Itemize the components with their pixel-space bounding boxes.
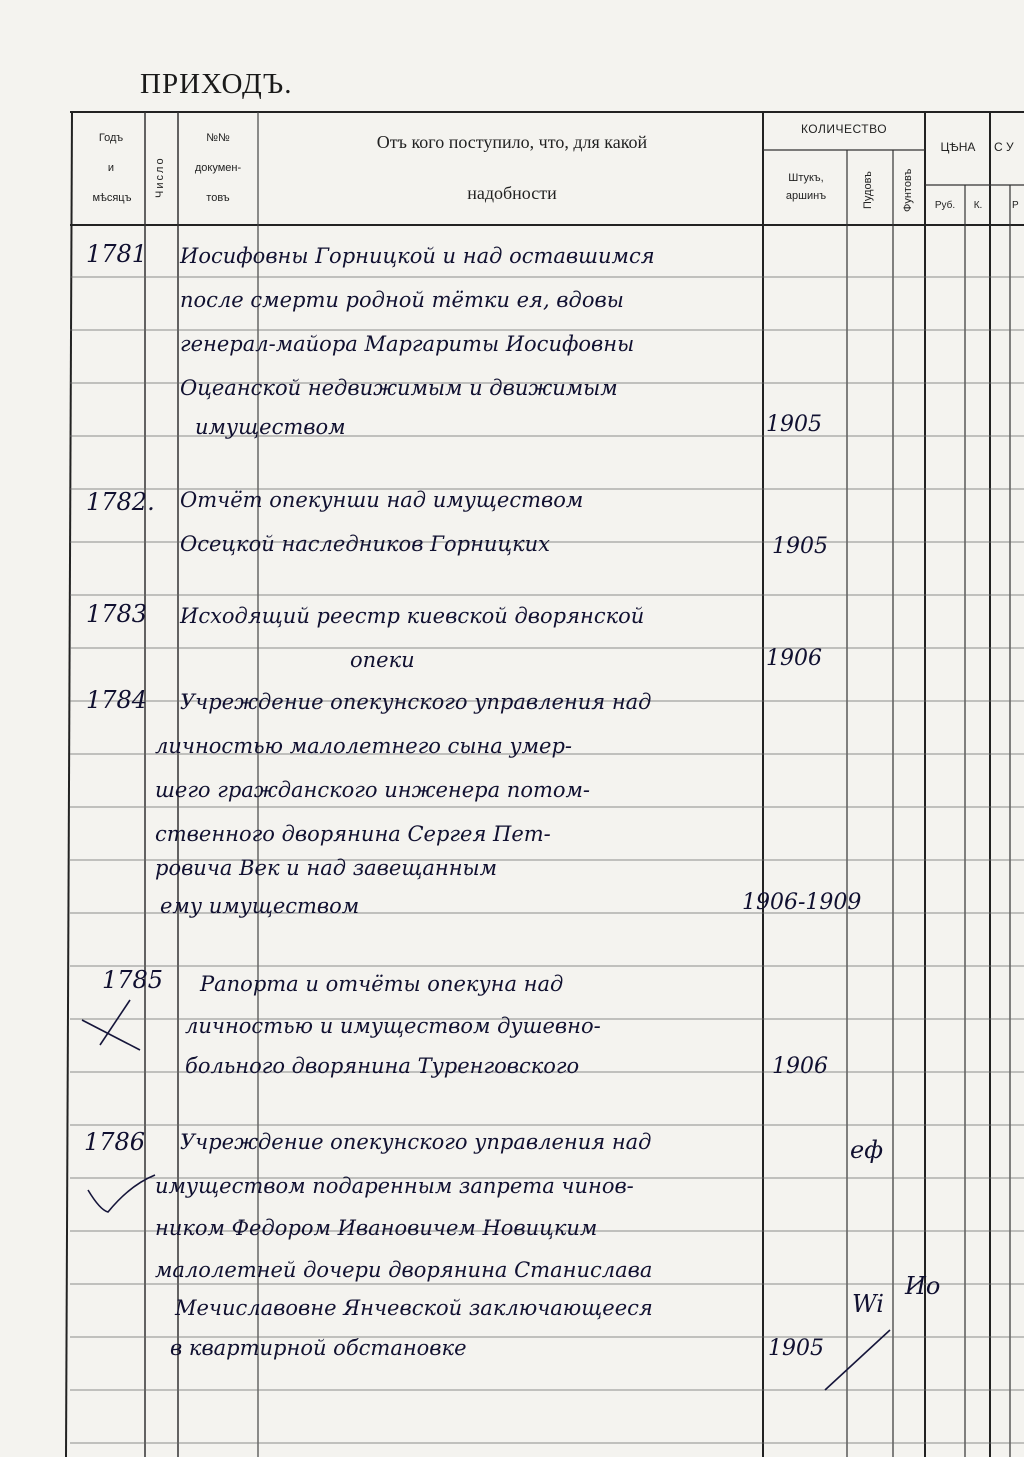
entry-line: Отчёт опекунши над имуществом	[180, 488, 584, 512]
entry-line: ему имуществом	[160, 894, 360, 918]
entry-line: личностью малолетнего сына умер-	[155, 734, 573, 758]
header-docs-no: №№	[206, 132, 230, 144]
entry-line: имуществом подаренным запрета чинов-	[155, 1174, 634, 1198]
header-month: мѣсяцъ	[92, 192, 132, 204]
header-docs-2: товъ	[206, 192, 230, 204]
entry-number: 1782.	[86, 488, 155, 516]
entry-number: 1784	[86, 686, 148, 714]
entry-line: малолетней дочери дворянина Станислава	[155, 1258, 653, 1282]
header-kop: К.	[973, 200, 983, 211]
entry-line: имуществом	[195, 415, 346, 439]
header-pieces-2: аршинъ	[785, 190, 827, 202]
entry-line: больного дворянина Туренговского	[185, 1054, 580, 1078]
header-sum-partial: С У	[994, 140, 1014, 154]
header-rub: Руб.	[934, 200, 956, 211]
entry-year: 1906	[766, 646, 822, 671]
header-day: Число	[154, 156, 166, 199]
header-r-partial: Р	[1012, 200, 1019, 211]
entry-line: Учреждение опекунского управления над	[180, 690, 652, 714]
margin-mark: Ио	[905, 1272, 941, 1300]
entry-line: Рапорта и отчёты опекуна над	[200, 972, 564, 996]
entry-line: ственного дворянина Сергея Пет-	[155, 822, 551, 846]
entry-number: 1786	[84, 1128, 146, 1156]
entry-line: личностью и имуществом душевно-	[185, 1014, 601, 1038]
entry-year: 1906	[772, 1054, 828, 1079]
margin-mark: еф	[850, 1136, 883, 1164]
entry-line: ровича Век и над завещанным	[155, 856, 498, 880]
entry-line: Оцеанской недвижимым и движимым	[180, 376, 618, 400]
header-description-2: надобности	[467, 183, 557, 203]
entry-line: генерал-майора Маргариты Иосифовны	[180, 332, 635, 356]
header-price: ЦѢНА	[940, 140, 976, 154]
entry-line: ником Федором Ивановичем Новицким	[155, 1216, 598, 1240]
entry-line: Мечиславовне Янчевской заключающееся	[175, 1296, 653, 1320]
entry-line: опеки	[350, 648, 415, 672]
entry-line: Учреждение опекунского управления над	[180, 1130, 652, 1154]
header-poods: Пудовъ	[862, 171, 874, 209]
page-title: ПРИХОДЪ.	[140, 68, 293, 100]
entry-line: Иосифовны Горницкой и над оставшимся	[180, 244, 655, 268]
header-pounds: Фунтовъ	[902, 168, 914, 212]
entry-number: 1785	[102, 966, 164, 994]
header-year: Годъ	[98, 132, 124, 144]
entry-line: в квартирной обстановке	[170, 1336, 467, 1360]
entry-number: 1783	[86, 600, 148, 628]
entry-line: после смерти родной тётки ея, вдовы	[180, 288, 624, 312]
entry-line: Осецкой наследников Горницких	[180, 532, 551, 556]
margin-mark: Wi	[852, 1290, 884, 1318]
header-docs-1: докумен-	[194, 162, 242, 174]
header-and: и	[107, 162, 115, 174]
header-quantity: КОЛИЧЕСТВО	[800, 122, 888, 136]
entry-line: шего гражданского инженера потом-	[155, 778, 591, 802]
header-description-1: Отъ кого поступило, что, для какой	[376, 132, 648, 152]
entry-line: Исходящий реестр киевской дворянской	[180, 604, 645, 628]
entry-year: 1905	[766, 412, 822, 437]
entry-year: 1905	[768, 1336, 824, 1361]
entry-year: 1906-1909	[742, 890, 862, 915]
header-pieces-1: Штукъ,	[788, 172, 824, 184]
entry-year: 1905	[772, 534, 828, 559]
entry-number: 1781	[86, 240, 148, 268]
